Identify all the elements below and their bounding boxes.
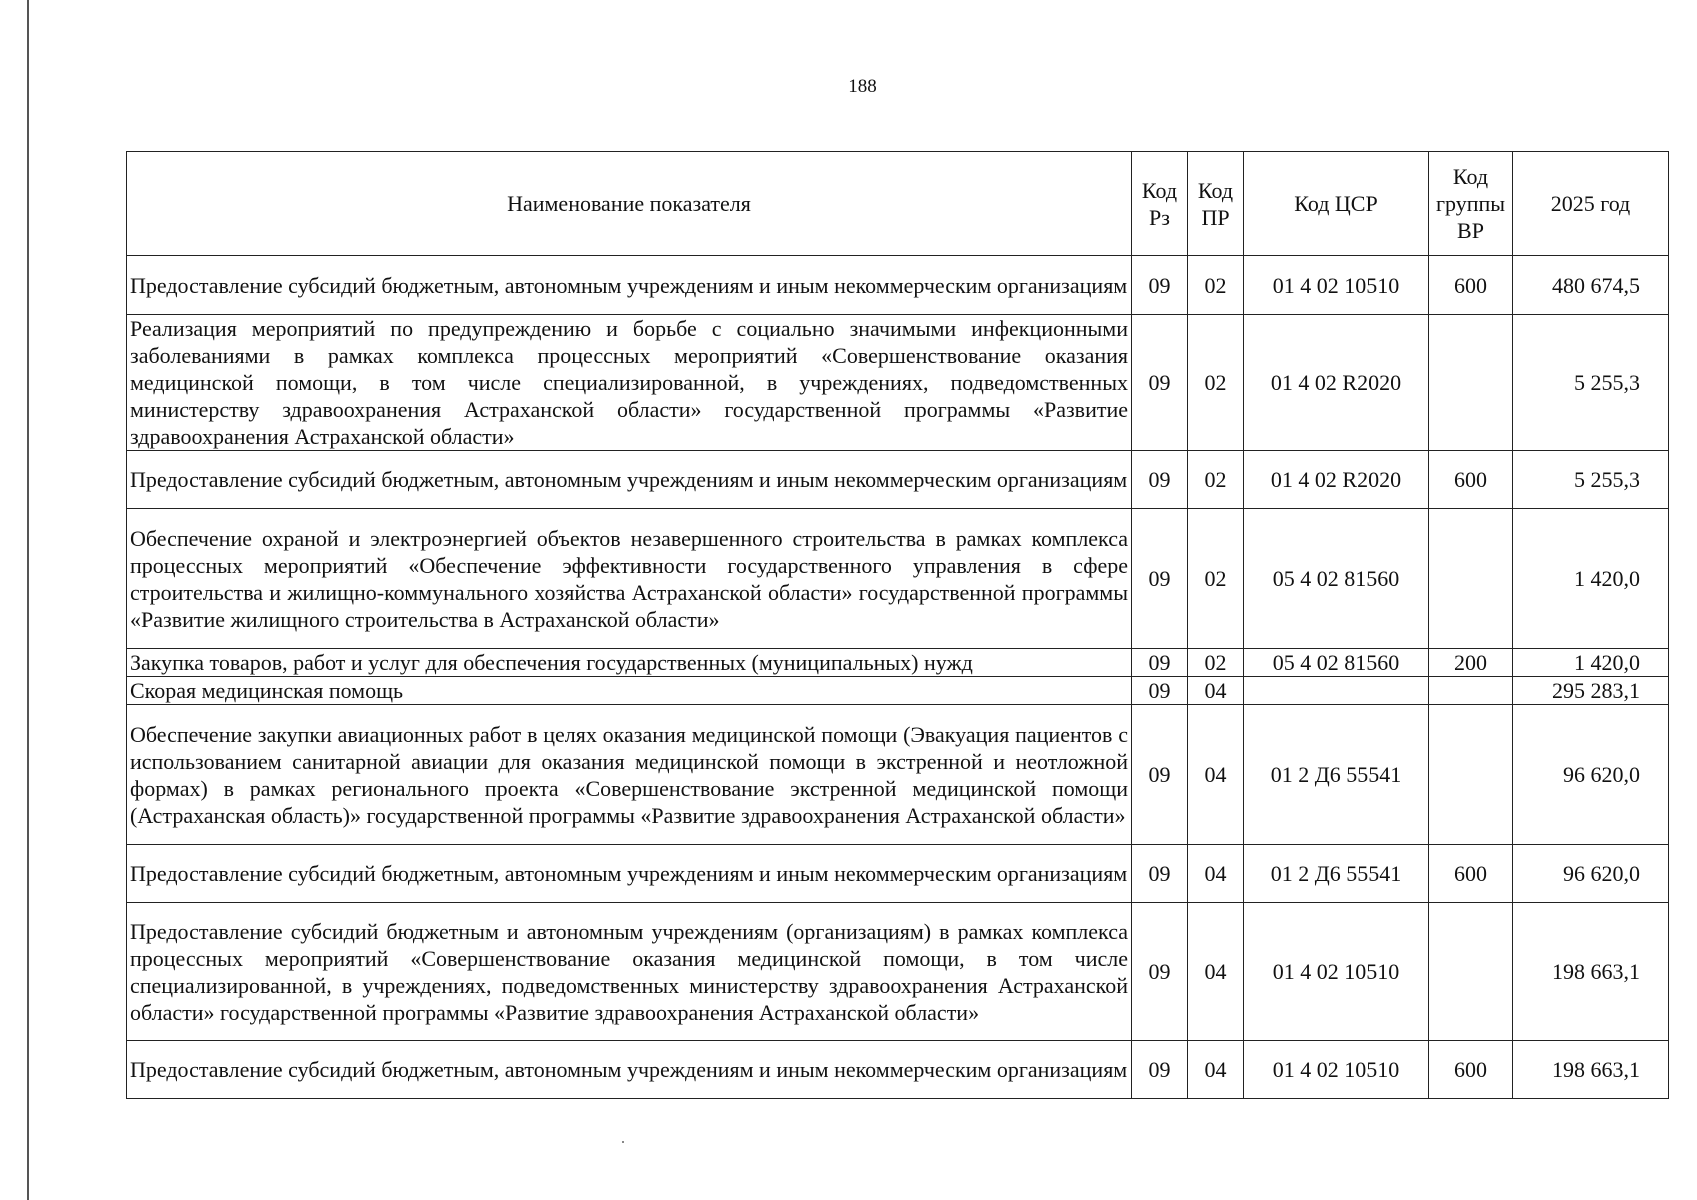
row-name: Скорая медицинская помощь xyxy=(127,677,1132,705)
page-number: 188 xyxy=(848,76,877,97)
row-vr: 600 xyxy=(1429,845,1513,903)
table-row xyxy=(127,256,1669,315)
row-pr: 02 xyxy=(1188,509,1244,649)
table-row xyxy=(127,451,1669,509)
table-row xyxy=(127,845,1669,903)
table-row xyxy=(127,903,1669,1041)
row-rz: 09 xyxy=(1132,315,1188,451)
header-year: 2025 год xyxy=(1513,152,1669,256)
row-amount: 5 255,3 xyxy=(1513,451,1669,509)
row-vr xyxy=(1429,315,1513,451)
row-pr: 02 xyxy=(1188,315,1244,451)
header-rz: Код Рз xyxy=(1132,152,1188,256)
row-name: Предоставление субсидий бюджетным, автономным учреждениям и иным некоммерческим организациям xyxy=(127,451,1132,509)
row-vr: 600 xyxy=(1429,451,1513,509)
row-amount: 5 255,3 xyxy=(1513,315,1669,451)
row-pr: 04 xyxy=(1188,845,1244,903)
row-amount: 1 420,0 xyxy=(1513,649,1669,677)
table-header-row xyxy=(127,152,1669,256)
row-rz: 09 xyxy=(1132,509,1188,649)
row-vr: 600 xyxy=(1429,256,1513,315)
table-row xyxy=(127,315,1669,451)
table-row xyxy=(127,509,1669,649)
row-rz: 09 xyxy=(1132,451,1188,509)
table-row xyxy=(127,649,1669,677)
row-name: Предоставление субсидий бюджетным, автономным учреждениям и иным некоммерческим организациям xyxy=(127,845,1132,903)
row-name: Предоставление субсидий бюджетным, автономным учреждениям и иным некоммерческим организациям xyxy=(127,1041,1132,1099)
header-pr: Код ПР xyxy=(1188,152,1244,256)
row-rz: 09 xyxy=(1132,705,1188,845)
header-name: Наименование показателя xyxy=(127,152,1132,256)
row-rz: 09 xyxy=(1132,1041,1188,1099)
row-csr: 01 4 02 10510 xyxy=(1244,1041,1429,1099)
row-csr: 01 4 02 10510 xyxy=(1244,256,1429,315)
row-pr: 02 xyxy=(1188,649,1244,677)
row-amount: 480 674,5 xyxy=(1513,256,1669,315)
row-csr: 01 4 02 R2020 xyxy=(1244,315,1429,451)
row-csr: 05 4 02 81560 xyxy=(1244,509,1429,649)
row-csr: 01 2 Д6 55541 xyxy=(1244,845,1429,903)
header-csr: Код ЦСР xyxy=(1244,152,1429,256)
row-name: Обеспечение закупки авиационных работ в целях оказания медицинской помощи (Эвакуация пациентов с использованием санитарной авиации для оказания медицинской помощи в экстренной и неотложной формах) в рамках регионального проекта «Совершенствование экстренной медицинской помощи (Астраханская область)» государственной программы «Развитие здравоохранения Астраханской области» xyxy=(127,705,1132,845)
row-pr: 04 xyxy=(1188,1041,1244,1099)
row-vr: 200 xyxy=(1429,649,1513,677)
row-csr: 01 4 02 R2020 xyxy=(1244,451,1429,509)
table-row xyxy=(127,1041,1669,1099)
row-pr: 04 xyxy=(1188,705,1244,845)
row-name: Обеспечение охраной и электроэнергией объектов незавершенного строительства в рамках комплекса процессных мероприятий «Обеспечение эффективности государственного управления в сфере строительства и жилищно-коммунального хозяйства Астраханской области» государственной программы «Развитие жилищного строительства в Астраханской области» xyxy=(127,509,1132,649)
row-csr xyxy=(1244,677,1429,705)
row-pr: 02 xyxy=(1188,256,1244,315)
table-row xyxy=(127,677,1669,705)
row-amount: 198 663,1 xyxy=(1513,903,1669,1041)
row-name: Закупка товаров, работ и услуг для обеспечения государственных (муниципальных) нужд xyxy=(127,649,1132,677)
row-vr xyxy=(1429,705,1513,845)
budget-table xyxy=(126,151,1669,1099)
row-amount: 1 420,0 xyxy=(1513,509,1669,649)
row-vr xyxy=(1429,677,1513,705)
binding-margin-line xyxy=(27,0,29,1200)
row-vr xyxy=(1429,509,1513,649)
row-pr: 04 xyxy=(1188,903,1244,1041)
row-pr: 02 xyxy=(1188,451,1244,509)
row-name: Реализация мероприятий по предупреждению и борьбе с социально значимыми инфекционными заболеваниями в рамках комплекса процессных мероприятий «Совершенствование оказания медицинской помощи, в том числе специализированной, в учреждениях, подведомственных министерству здравоохранения Астраханской области» государственной программы «Развитие здравоохранения Астраханской области» xyxy=(127,315,1132,451)
scan-dot-mark xyxy=(622,1141,624,1143)
row-vr xyxy=(1429,903,1513,1041)
row-vr: 600 xyxy=(1429,1041,1513,1099)
row-amount: 96 620,0 xyxy=(1513,845,1669,903)
row-csr: 05 4 02 81560 xyxy=(1244,649,1429,677)
row-name: Предоставление субсидий бюджетным, автономным учреждениям и иным некоммерческим организациям xyxy=(127,256,1132,315)
row-amount: 96 620,0 xyxy=(1513,705,1669,845)
row-csr: 01 2 Д6 55541 xyxy=(1244,705,1429,845)
table-row xyxy=(127,705,1669,845)
row-csr: 01 4 02 10510 xyxy=(1244,903,1429,1041)
row-rz: 09 xyxy=(1132,256,1188,315)
header-vr: Код группы ВР xyxy=(1429,152,1513,256)
row-name: Предоставление субсидий бюджетным и автономным учреждениям (организациям) в рамках комплекса процессных мероприятий «Совершенствование оказания медицинской помощи, в том числе специализированной, в учреждениях, подведомственных министерству здравоохранения Астраханской области» государственной программы «Развитие здравоохранения Астраханской области» xyxy=(127,903,1132,1041)
row-pr: 04 xyxy=(1188,677,1244,705)
row-rz: 09 xyxy=(1132,845,1188,903)
row-rz: 09 xyxy=(1132,677,1188,705)
row-amount: 198 663,1 xyxy=(1513,1041,1669,1099)
row-amount: 295 283,1 xyxy=(1513,677,1669,705)
row-rz: 09 xyxy=(1132,649,1188,677)
row-rz: 09 xyxy=(1132,903,1188,1041)
